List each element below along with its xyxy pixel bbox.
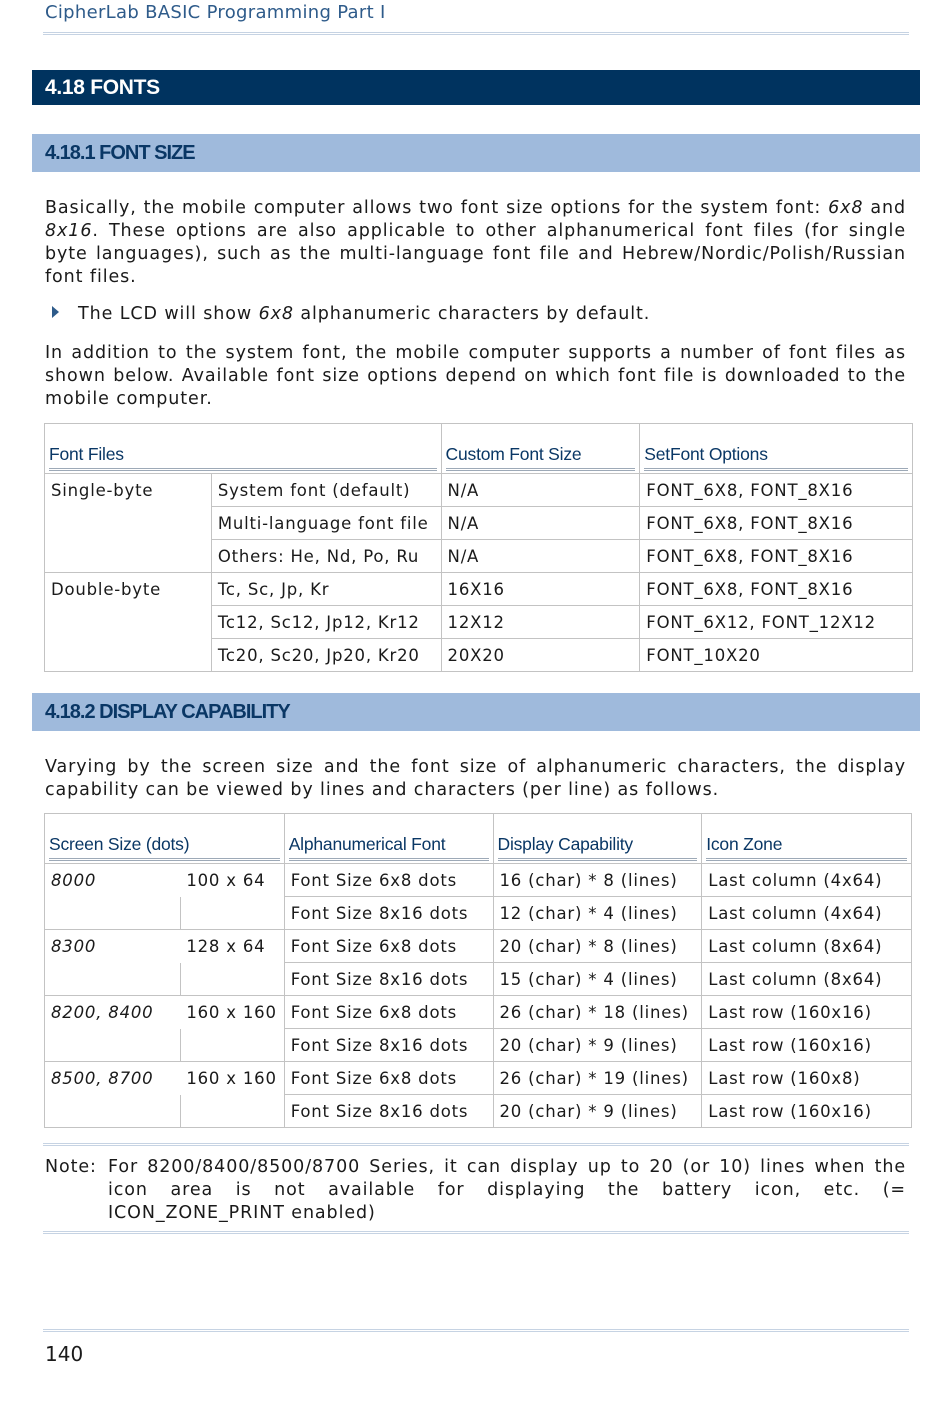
- note-bottom-rule: [43, 1231, 909, 1234]
- empty-cell: [45, 1095, 181, 1128]
- empty-cell: [180, 963, 284, 996]
- screen-size-cell: 100 x 64: [180, 864, 284, 897]
- table-cell: Last column (4x64): [702, 897, 912, 930]
- table-cell: FONT_6X8, FONT_8X16: [640, 540, 913, 573]
- empty-cell: [45, 1029, 181, 1062]
- note-label: Note:: [45, 1157, 97, 1177]
- display-capability-table: [44, 813, 912, 1128]
- model-cell: 8200, 8400: [45, 996, 181, 1029]
- table-cell: Last row (160x16): [702, 1095, 912, 1128]
- display-capability-paragraph: Varying by the screen size and the font size of alphanumeric characters, the display capability can be viewed by lines and characters (per line) as follows.: [45, 757, 906, 800]
- table-header-row: [45, 424, 913, 474]
- empty-cell: [180, 1029, 284, 1062]
- bullet-item: The LCD will show 6x8 alphanumeric characters by default.: [52, 303, 650, 326]
- font-files-paragraph: In addition to the system font, the mobile computer supports a number of font files as shown below. Available font size options depend on which font file is downloaded to the mobile computer.: [45, 343, 906, 409]
- table-cell: Font Size 8x16 dots: [284, 1029, 493, 1062]
- table-cell: Font Size 8x16 dots: [284, 897, 493, 930]
- table-cell: Font Size 8x16 dots: [284, 1095, 493, 1128]
- table-row: [45, 573, 913, 606]
- subsection-heading-display-capability: 4.18.2 DISPLAY CAPABILITY: [32, 693, 920, 731]
- note-top-rule: [43, 1143, 909, 1146]
- running-header: CipherLab BASIC Programming Part I: [45, 2, 386, 23]
- table-cell: FONT_6X8, FONT_8X16: [640, 507, 913, 540]
- table-row: [45, 474, 913, 507]
- table-cell: Font Size 8x16 dots: [284, 963, 493, 996]
- column-header: Icon Zone: [702, 814, 912, 864]
- table-cell: 26 (char) * 19 (lines): [493, 1062, 702, 1095]
- table-cell: 20 (char) * 9 (lines): [493, 1095, 702, 1128]
- table-cell: Last row (160x8): [702, 1062, 912, 1095]
- table-cell: Tc20, Sc20, Jp20, Kr20: [211, 639, 441, 672]
- table-cell: Font Size 6x8 dots: [284, 930, 493, 963]
- table-cell: N/A: [441, 540, 640, 573]
- table-cell: Last row (160x16): [702, 996, 912, 1029]
- model-cell: 8000: [45, 864, 181, 897]
- table-cell: System font (default): [211, 474, 441, 507]
- table-cell: N/A: [441, 507, 640, 540]
- section-heading: 4.18 FONTS: [32, 70, 920, 105]
- table-row: [45, 930, 912, 963]
- table-cell: 20 (char) * 8 (lines): [493, 930, 702, 963]
- table-cell: Font Size 6x8 dots: [284, 864, 493, 897]
- column-header: Display Capability: [493, 814, 702, 864]
- group-cell: Single-byte: [45, 474, 212, 573]
- empty-cell: [45, 963, 181, 996]
- table-row: [45, 1062, 912, 1095]
- table-cell: 12X12: [441, 606, 640, 639]
- table-row: [45, 963, 912, 996]
- model-cell: 8300: [45, 930, 181, 963]
- subsection-heading-font-size: 4.18.1 FONT SIZE: [32, 134, 920, 172]
- table-cell: Font Size 6x8 dots: [284, 996, 493, 1029]
- table-cell: 15 (char) * 4 (lines): [493, 963, 702, 996]
- column-header: Alphanumerical Font: [284, 814, 493, 864]
- column-header: Custom Font Size: [441, 424, 640, 474]
- table-cell: 12 (char) * 4 (lines): [493, 897, 702, 930]
- footer-rule: [43, 1329, 909, 1332]
- table-cell: 20 (char) * 9 (lines): [493, 1029, 702, 1062]
- empty-cell: [45, 897, 181, 930]
- screen-size-cell: 160 x 160: [180, 996, 284, 1029]
- table-cell: FONT_6X8, FONT_8X16: [640, 474, 913, 507]
- group-cell: Double-byte: [45, 573, 212, 672]
- screen-size-cell: 128 x 64: [180, 930, 284, 963]
- table-row: [45, 897, 912, 930]
- table-row: [45, 1095, 912, 1128]
- table-cell: Tc, Sc, Jp, Kr: [211, 573, 441, 606]
- table-cell: Others: He, Nd, Po, Ru: [211, 540, 441, 573]
- table-cell: 16X16: [441, 573, 640, 606]
- model-cell: 8500, 8700: [45, 1062, 181, 1095]
- table-cell: 20X20: [441, 639, 640, 672]
- table-cell: 16 (char) * 8 (lines): [493, 864, 702, 897]
- empty-cell: [180, 897, 284, 930]
- column-header: Font Files: [45, 424, 442, 474]
- table-cell: Multi-language font file: [211, 507, 441, 540]
- note-text: For 8200/8400/8500/8700 Series, it can display up to 20 (or 10) lines when the icon area is not available for displaying the battery icon, etc. (= ICON_ZONE_PRINT enabled): [108, 1157, 906, 1223]
- table-cell: Last column (4x64): [702, 864, 912, 897]
- table-cell: Font Size 6x8 dots: [284, 1062, 493, 1095]
- table-cell: Tc12, Sc12, Jp12, Kr12: [211, 606, 441, 639]
- column-header: SetFont Options: [640, 424, 913, 474]
- table-header-row: [45, 814, 912, 864]
- table-row: [45, 996, 912, 1029]
- page-number: 140: [45, 1342, 84, 1366]
- table-row: [45, 864, 912, 897]
- table-cell: FONT_10X20: [640, 639, 913, 672]
- column-header: Screen Size (dots): [45, 814, 285, 864]
- table-row: [45, 1029, 912, 1062]
- font-files-table: [44, 423, 913, 672]
- font-size-intro-paragraph: Basically, the mobile computer allows two font size options for the system font: 6x8 and 8x16. These options are also applicable to other alphanumerical font files (for single byte languages), such as the multi-language font file and Hebrew/Nordic/Polish/Russian font files.: [45, 198, 906, 287]
- table-cell: Last row (160x16): [702, 1029, 912, 1062]
- table-cell: Last column (8x64): [702, 963, 912, 996]
- table-cell: FONT_6X12, FONT_12X12: [640, 606, 913, 639]
- screen-size-cell: 160 x 160: [180, 1062, 284, 1095]
- header-rule: [43, 32, 909, 35]
- table-cell: FONT_6X8, FONT_8X16: [640, 573, 913, 606]
- table-cell: Last column (8x64): [702, 930, 912, 963]
- empty-cell: [180, 1095, 284, 1128]
- table-cell: 26 (char) * 18 (lines): [493, 996, 702, 1029]
- triangle-bullet-icon: [52, 306, 59, 318]
- table-cell: N/A: [441, 474, 640, 507]
